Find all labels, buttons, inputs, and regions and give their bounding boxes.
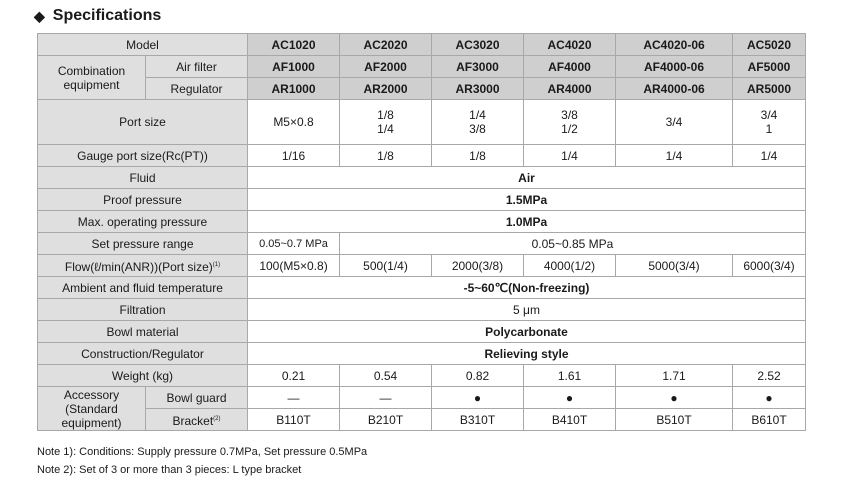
air-filter-cell: AF4000: [524, 56, 616, 78]
fluid-label: Fluid: [38, 167, 248, 189]
bowl-material-row: [38, 321, 806, 343]
specifications-table: [37, 33, 806, 431]
port-size-cell: M5×0.8: [248, 100, 340, 145]
regulator-cell: AR2000: [340, 78, 432, 100]
proof-pressure-row: [38, 189, 806, 211]
gauge-port-cell: 1/16: [248, 145, 340, 167]
flow-cell: 6000(3/4): [733, 255, 806, 277]
model-cell: AC1020: [248, 34, 340, 56]
flow-cell: 5000(3/4): [616, 255, 733, 277]
page-title: Specifications: [52, 7, 162, 24]
weight-label: Weight (kg): [38, 365, 248, 387]
bracket-note-mark: (2): [213, 415, 221, 422]
air-filter-cell: AF1000: [248, 56, 340, 78]
proof-pressure-label: Proof pressure: [38, 189, 248, 211]
temperature-row: [38, 277, 806, 299]
section-heading: [34, 5, 161, 27]
port-size-cell: 3/8 1/2: [524, 100, 616, 145]
air-filter-cell: AF2000: [340, 56, 432, 78]
bowl-guard-cell: ●: [432, 387, 524, 409]
filtration-row: [38, 299, 806, 321]
weight-row: [38, 365, 806, 387]
footnotes: [37, 443, 367, 479]
port-size-label: Port size: [38, 100, 248, 145]
bracket-cell: B610T: [733, 409, 806, 431]
regulator-cell: AR4000-06: [616, 78, 733, 100]
regulator-cell: AR3000: [432, 78, 524, 100]
flow-cell: 4000(1/2): [524, 255, 616, 277]
set-pressure-rest: 0.05~0.85 MPa: [340, 233, 806, 255]
set-pressure-first: 0.05~0.7 MPa: [248, 233, 340, 255]
flow-note-mark: (1): [212, 261, 221, 268]
gauge-port-cell: 1/8: [432, 145, 524, 167]
air-filter-label: Air filter: [146, 56, 248, 78]
air-filter-cell: AF5000: [733, 56, 806, 78]
temperature-value: -5~60℃(Non-freezing): [248, 277, 806, 299]
weight-cell: 0.54: [340, 365, 432, 387]
port-size-cell: 1/8 1/4: [340, 100, 432, 145]
weight-cell: 1.71: [616, 365, 733, 387]
gauge-port-cell: 1/8: [340, 145, 432, 167]
max-pressure-row: [38, 211, 806, 233]
regulator-label: Regulator: [146, 78, 248, 100]
model-row: [38, 34, 806, 56]
construction-value: Relieving style: [248, 343, 806, 365]
flow-cell: 2000(3/8): [432, 255, 524, 277]
port-size-cell: 1/4 3/8: [432, 100, 524, 145]
filtration-label: Filtration: [38, 299, 248, 321]
bracket-cell: B210T: [340, 409, 432, 431]
diamond-bullet-icon: ◆: [34, 7, 45, 24]
bowl-guard-label: Bowl guard: [146, 387, 248, 409]
bowl-guard-cell: ●: [733, 387, 806, 409]
flow-label: Flow(ℓ/min(ANR))(Port size)$^{(1)}$: [38, 255, 248, 277]
flow-cell: 500(1/4): [340, 255, 432, 277]
accessory-label: Accessory (Standard equipment): [38, 387, 146, 431]
proof-pressure-value: 1.5MPa: [248, 189, 806, 211]
bracket-row: [38, 409, 806, 431]
bowl-guard-row: [38, 387, 806, 409]
model-cell: AC4020: [524, 34, 616, 56]
model-cell: AC2020: [340, 34, 432, 56]
model-cell: AC4020-06: [616, 34, 733, 56]
port-size-cell: 3/4 1: [733, 100, 806, 145]
flow-row: [38, 255, 806, 277]
port-size-row: [38, 100, 806, 145]
weight-cell: 0.82: [432, 365, 524, 387]
flow-cell: 100(M5×0.8): [248, 255, 340, 277]
bracket-cell: B510T: [616, 409, 733, 431]
note-1: Note 1): Conditions: Supply pressure 0.7MPa, Set pressure 0.5MPa: [37, 446, 368, 458]
combination-label: Combination equipment: [38, 56, 146, 100]
fluid-value: Air: [248, 167, 806, 189]
weight-cell: 1.61: [524, 365, 616, 387]
fluid-row: [38, 167, 806, 189]
max-pressure-value: 1.0MPa: [248, 211, 806, 233]
gauge-port-cell: 1/4: [524, 145, 616, 167]
set-pressure-label: Set pressure range: [38, 233, 248, 255]
air-filter-row: [38, 56, 806, 78]
construction-label: Construction/Regulator: [38, 343, 248, 365]
regulator-row: [38, 78, 806, 100]
construction-row: [38, 343, 806, 365]
bowl-material-label: Bowl material: [38, 321, 248, 343]
model-cell: AC5020: [733, 34, 806, 56]
bracket-label: Bracket$^{(2)}$: [146, 409, 248, 431]
weight-cell: 0.21: [248, 365, 340, 387]
bracket-cell: B410T: [524, 409, 616, 431]
port-size-cell: 3/4: [616, 100, 733, 145]
temperature-label: Ambient and fluid temperature: [38, 277, 248, 299]
weight-cell: 2.52: [733, 365, 806, 387]
regulator-cell: AR1000: [248, 78, 340, 100]
bowl-material-value: Polycarbonate: [248, 321, 806, 343]
gauge-port-cell: 1/4: [616, 145, 733, 167]
bowl-guard-cell: ●: [616, 387, 733, 409]
bowl-guard-cell: —: [340, 387, 432, 409]
gauge-port-label: Gauge port size(Rc(PT)): [38, 145, 248, 167]
gauge-port-row: [38, 145, 806, 167]
model-cell: AC3020: [432, 34, 524, 56]
bowl-guard-cell: —: [248, 387, 340, 409]
max-pressure-label: Max. operating pressure: [38, 211, 248, 233]
air-filter-cell: AF3000: [432, 56, 524, 78]
model-label: Model: [38, 34, 248, 56]
bracket-cell: B310T: [432, 409, 524, 431]
set-pressure-row: [38, 233, 806, 255]
regulator-cell: AR4000: [524, 78, 616, 100]
regulator-cell: AR5000: [733, 78, 806, 100]
filtration-value: 5 μm: [248, 299, 806, 321]
gauge-port-cell: 1/4: [733, 145, 806, 167]
bracket-cell: B110T: [248, 409, 340, 431]
air-filter-cell: AF4000-06: [616, 56, 733, 78]
note-2: Note 2): Set of 3 or more than 3 pieces: L type bracket: [37, 464, 302, 476]
bowl-guard-cell: ●: [524, 387, 616, 409]
